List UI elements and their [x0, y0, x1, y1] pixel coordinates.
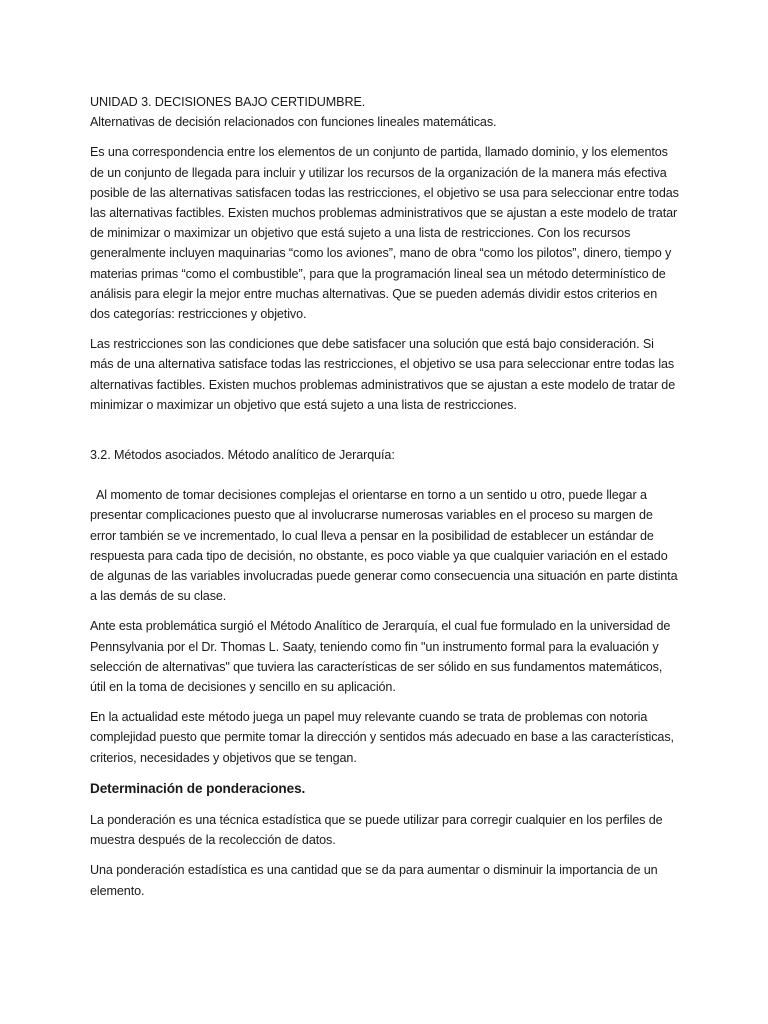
- paragraph-relevance: En la actualidad este método juega un papel muy relevante cuando se trata de problemas con notoria complejidad puesto que permite tomar la dirección y sentidos más adecuado en base a las características, criterios, necesidades y objetivos que se tengan.: [90, 710, 674, 765]
- unit-title: UNIDAD 3. DECISIONES BAJO CERTIDUMBRE.: [90, 95, 366, 109]
- heading-ponderaciones: Determinación de ponderaciones.: [90, 780, 306, 796]
- paragraph-weighting-technique: La ponderación es una técnica estadística que se puede utilizar para corregir cualquier en los perfiles de muestra después de la recolección de datos.: [90, 812, 663, 848]
- paragraph-saaty-method: Ante esta problemática surgió el Método Analítico de Jerarquía, el cual fue formulado en la universidad de Pennsylvania por el Dr. Thomas L. Saaty, teniendo como fin "un instrumento formal para la evaluación y selección de alternativas" que tuviera las características de ser sólido en sus fundamentos matemáticos, útil en la toma de decisiones y sencillo en su aplicación.: [90, 619, 671, 695]
- paragraph-complex-decisions: Al momento de tomar decisiones complejas el orientarse en torno a un sentido u otro, puede llegar a presentar complicaciones puesto que al involucrarse numerosas variables en el proceso su margen de error también se ve incrementado, lo cual lleva a pensar en la posibilidad de establecer un estándar de respuesta para cada tipo de decisión, no obstante, es poco viable ya que cualquier variación en el estado de algunas de las variables involucradas puede generar como consecuencia una situación en parte distinta a las demás de su clase.: [90, 488, 678, 604]
- paragraph-statistical-weight: Una ponderación estadística es una cantidad que se da para aumentar o disminuir la importancia de un elemento.: [90, 863, 658, 898]
- paragraph-restrictions: Las restricciones son las condiciones que debe satisfacer una solución que está bajo consideración. Si más de una alternativa satisface todas las restricciones, el objetivo se usa para seleccionar entre todas las alternativas factibles. Existen muchos problemas administrativos que se ajustan a este modelo de tratar de minimizar o maximizar un objetivo que está sujeto a una lista de restricciones.: [90, 337, 676, 412]
- paragraph-definition: Es una correspondencia entre los elementos de un conjunto de partida, llamado dominio, y los elementos de un conjunto de llegada para incluir y utilizar los recursos de la organización de la manera más efectiva posible de las alternativas satisfacen todas las restricciones, el objetivo se usa para seleccionar entre todas las alternativas factibles. Existen muchos problemas administrativos que se ajustan a este modelo de tratar de minimizar o maximizar un objetivo que está sujeto a una lista de restricciones. Con los recursos generalmente incluyen maquinarias “como los aviones”, mano de obra “como los pilotos”, dinero, tiempo y materias primas “como el combustible”, para que la programación lineal sea un método determinístico de análisis para elegir la mejor entre muchas alternativas. Que se pueden además dividir estos criterios en dos categorías: restricciones y objetivo.: [90, 145, 679, 322]
- unit-subtitle: Alternativas de decisión relacionados con funciones lineales matemáticas.: [90, 115, 497, 130]
- document-page: [90, 92, 680, 901]
- section-title: 3.2. Métodos asociados. Método analítico de Jerarquía:: [90, 448, 395, 463]
